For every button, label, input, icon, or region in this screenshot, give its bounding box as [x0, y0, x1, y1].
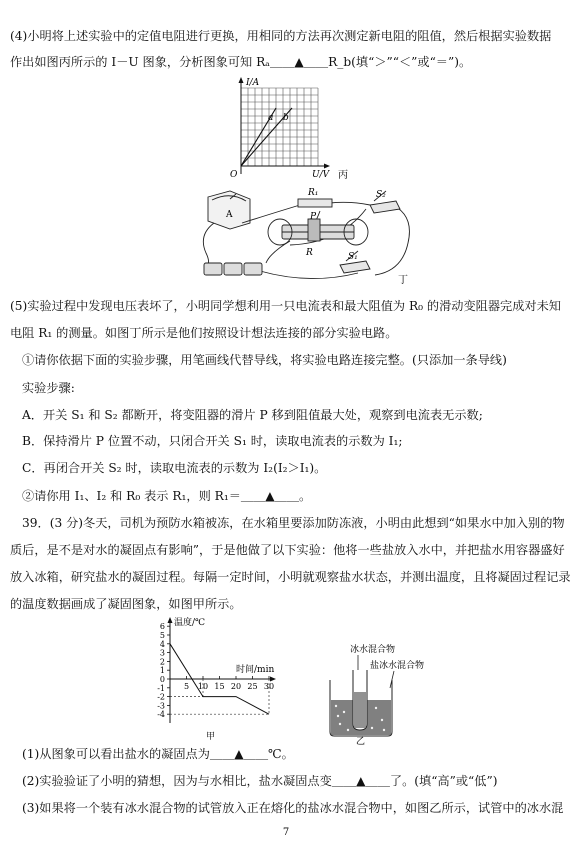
- text-p5-steps: 实验步骤:: [22, 381, 75, 395]
- s2-label: S₂: [376, 190, 386, 200]
- text-q39-l1: 39．(3 分)冬天，司机为预防水箱被冻，在水箱里要添加防冻液，小明由此想到“如果水中加入别的物: [22, 516, 565, 530]
- y-tick-label: 1: [159, 666, 165, 676]
- r1-label: R₁: [308, 188, 319, 198]
- text-q39-3: (3)如果将一个装有冰水混合物的试管放入正在熔化的盐冰水混合物中，如图乙所示，试管中的冰水混: [22, 801, 564, 815]
- figure-jia-graph: [150, 615, 320, 745]
- label-b: b: [283, 113, 289, 123]
- y-tick-label: 2: [159, 657, 165, 667]
- text-p4-l1: (4)小明将上述实验中的定值电阻进行更换，用相同的方法再次测定新电阻的阻值，然后根据实验数据: [10, 29, 552, 43]
- y-tick-label: 5: [159, 631, 165, 640]
- text-p5-q2: ②请你用 I₁、I₂ 和 R₀ 表示 R₁，则 R₁＝＿＿▲＿＿。: [22, 489, 312, 503]
- text-q39-l3: 放入冰箱，研究盐水的凝固过程。每隔一定时间，小明就观察盐水状态，并测出温度，且将凝固过程记录: [10, 570, 571, 584]
- y-tick-label: -4: [157, 710, 165, 720]
- y-tick-label: -2: [157, 692, 165, 702]
- label-a: a: [268, 113, 274, 123]
- figure-bing-iu-graph: [226, 76, 356, 180]
- y-tick-label: 3: [159, 648, 165, 658]
- label-salt-ice-water: 盐冰水混合物: [370, 661, 425, 671]
- caption-ding: 丁: [398, 275, 408, 286]
- text-p5-l2: 电阻 R₁ 的测量。如图丁所示是他们按照设计想法连接的部分实验电路。: [10, 326, 398, 340]
- caption-jia: 甲: [206, 732, 216, 742]
- axis-label-time: 时间/min: [236, 665, 275, 675]
- x-tick-label: 20: [230, 682, 242, 691]
- text-q39-l4: 的温度数据画成了凝固图象，如图甲所示。: [10, 597, 242, 611]
- p-label: P: [310, 212, 317, 222]
- x-tick-label: 15: [214, 682, 225, 691]
- label-ice-water: 冰水混合物: [350, 645, 396, 655]
- ammeter-label: A: [226, 210, 233, 220]
- x-tick-label: 5: [183, 682, 190, 691]
- axis-label-u: U/V: [312, 170, 330, 180]
- origin-label: O: [230, 170, 238, 180]
- caption-yi: 乙: [356, 737, 366, 745]
- figure-yi-beaker: [320, 640, 460, 745]
- text-p5-l1: (5)实验过程中发现电压表坏了，小明同学想利用一只电流表和最大阻值为 R₀ 的滑动变阻器完成对未知: [10, 299, 561, 313]
- y-tick-label: 4: [159, 639, 165, 649]
- text-p5-step-a: A．开关 S₁ 和 S₂ 都断开，将变阻器的滑片 P 移到阻值最大处，观察到电流表无示数;: [22, 408, 483, 422]
- axis-label-temp: 温度/℃: [174, 618, 206, 628]
- y-tick-label: -3: [157, 701, 165, 711]
- text-q39-1: (1)从图象可以看出盐水的凝固点为＿＿▲＿＿℃。: [22, 747, 294, 761]
- y-tick-label: -1: [157, 683, 165, 693]
- s1-label: S₁: [348, 252, 358, 262]
- figure-ding-circuit: [190, 183, 430, 288]
- axis-label-i: I/A: [246, 78, 260, 88]
- text-p5-q1: ①请你依据下面的实验步骤，用笔画线代替导线，将实验电路连接完整。(只添加一条导线): [22, 353, 507, 367]
- page-number: 7: [282, 827, 290, 838]
- x-tick-label: 25: [247, 682, 258, 691]
- x-tick-label: 10: [197, 682, 209, 691]
- text-p5-step-b: B．保持滑片 P 位置不动，只闭合开关 S₁ 时，读取电流表的示数为 I₁;: [22, 434, 403, 448]
- y-tick-label: 6: [159, 622, 165, 632]
- x-tick-label: 30: [263, 682, 275, 691]
- text-p5-step-c: C．再闭合开关 S₂ 时，读取电流表的示数为 I₂(I₂＞I₁)。: [22, 461, 327, 475]
- y-tick-label: 0: [159, 675, 165, 684]
- text-q39-l2: 质后，是不是对水的凝固点有影响”，于是他做了以下实验：他将一些盐放入水中，并把盐水用容器盛好: [10, 543, 565, 557]
- caption-bing: 丙: [338, 170, 348, 180]
- r-label: R: [306, 248, 313, 258]
- text-p4-l2: 作出如图丙所示的 I－U 图象，分析图象可知 Rₐ＿＿▲＿＿R_b(填“＞”“＜”或“＝”)。: [10, 55, 472, 69]
- text-q39-2: (2)实验验证了小明的猜想，因为与水相比，盐水凝固点变＿＿▲＿＿了。(填“高”或“低”): [22, 774, 498, 788]
